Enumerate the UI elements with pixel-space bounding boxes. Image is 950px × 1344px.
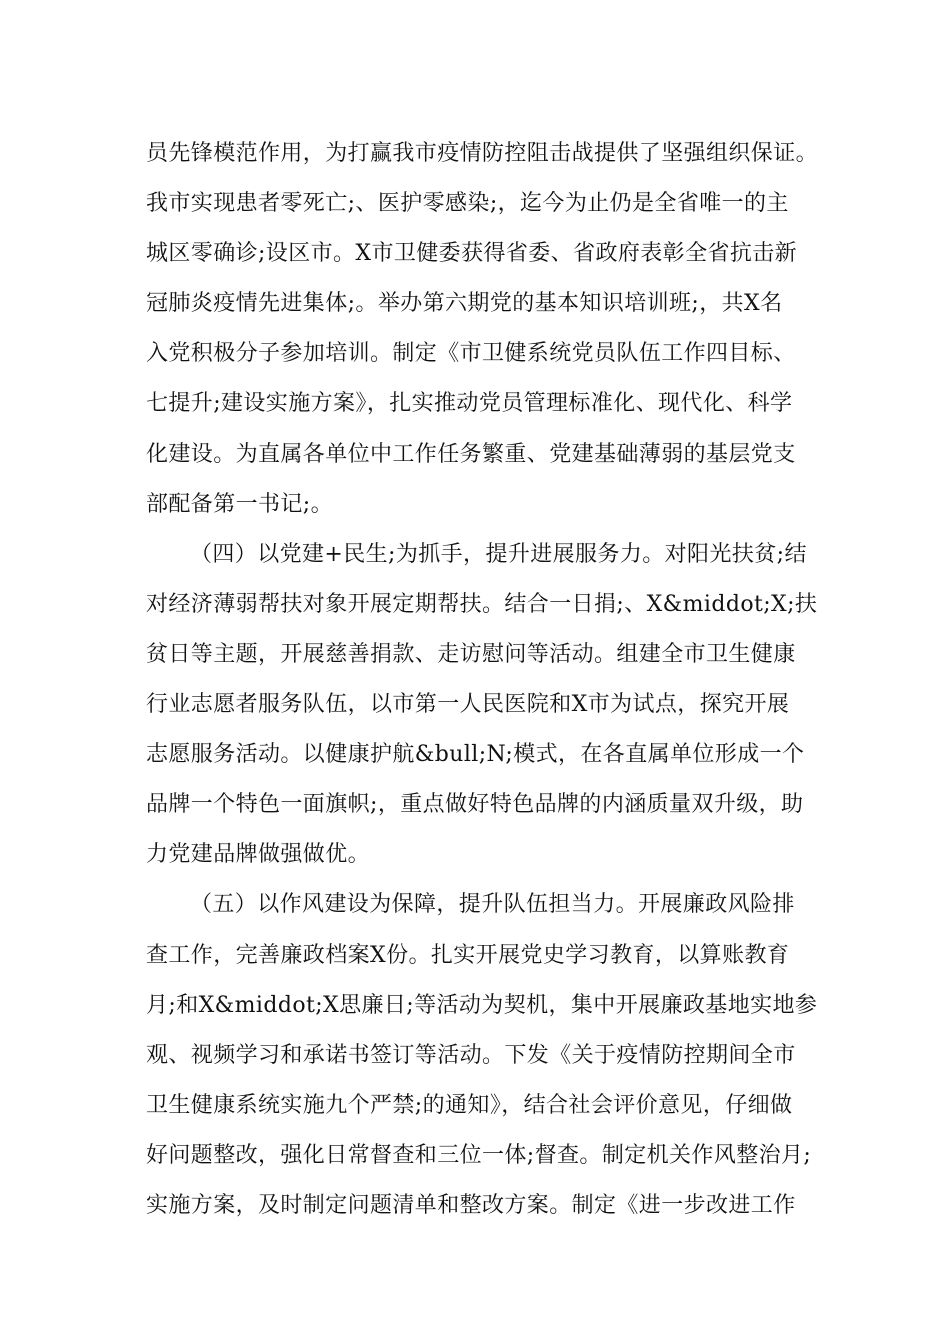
text-line: 行业志愿者服务队伍，以市第一人民医院和X市为试点，探究开展 bbox=[146, 692, 790, 718]
text-line: 员先锋模范作用，为打赢我市疫情防控阻击战提供了坚强组织保证。 bbox=[146, 141, 819, 166]
text-line: 贫日等主题，开展慈善捐款、走访慰问等活动。组建全市卫生健康 bbox=[146, 641, 796, 667]
document-body bbox=[146, 129, 846, 1231]
text-line: 冠肺炎疫情先进集体;。举办第六期党的基本知识培训班;，共X名 bbox=[146, 291, 783, 317]
paragraph-5-heading-line: （五）以作风建设为保障，提升队伍担当力。开展廉政风险排 bbox=[190, 892, 795, 918]
text-line: 实施方案，及时制定问题清单和整改方案。制定《进一步改进工作 bbox=[146, 1192, 796, 1218]
text-line: 卫生健康系统实施九个严禁;的通知》，结合社会评价意见，仔细做 bbox=[146, 1092, 793, 1118]
text-line: 化建设。为直属各单位中工作任务繁重、党建基础薄弱的基层党支 bbox=[146, 441, 796, 467]
text-line: 志愿服务活动。以健康护航&bull;N;模式，在各直属单位形成一个 bbox=[146, 742, 805, 768]
text-line: 入党积极分子参加培训。制定《市卫健系统党员队伍工作四目标、 bbox=[146, 341, 796, 367]
text-line: 查工作，完善廉政档案X份。扎实开展党史学习教育，以算账教育 bbox=[146, 942, 790, 968]
text-line: 月;和X&middot;X思廉日;等活动为契机，集中开展廉政基地实地参 bbox=[146, 992, 818, 1018]
text-line: 对经济薄弱帮扶对象开展定期帮扶。结合一日捐;、X&middot;X;扶 bbox=[146, 591, 818, 617]
text-line: 部配备第一书记;。 bbox=[146, 491, 334, 517]
text-line: 城区零确诊;设区市。X市卫健委获得省委、省政府表彰全省抗击新 bbox=[146, 241, 798, 267]
text-line: 观、视频学习和承诺书签订等活动。下发《关于疫情防控期间全市 bbox=[146, 1042, 796, 1068]
text-line: 七提升;建设实施方案》，扎实推动党员管理标准化、现代化、科学 bbox=[146, 391, 793, 417]
text-line: 品牌一个特色一面旗帜;，重点做好特色品牌的内涵质量双升级，助 bbox=[146, 792, 804, 818]
paragraph-4-heading-line: （四）以党建+民生;为抓手，提升进展服务力。对阳光扶贫;结 bbox=[190, 541, 807, 567]
text-line: 力党建品牌做强做优。 bbox=[146, 842, 371, 868]
text-line: 我市实现患者零死亡;、医护零感染;，迄今为止仍是全省唯一的主 bbox=[146, 191, 789, 217]
text-line: 好问题整改，强化日常督查和三位一体;督查。制定机关作风整治月; bbox=[146, 1142, 812, 1168]
